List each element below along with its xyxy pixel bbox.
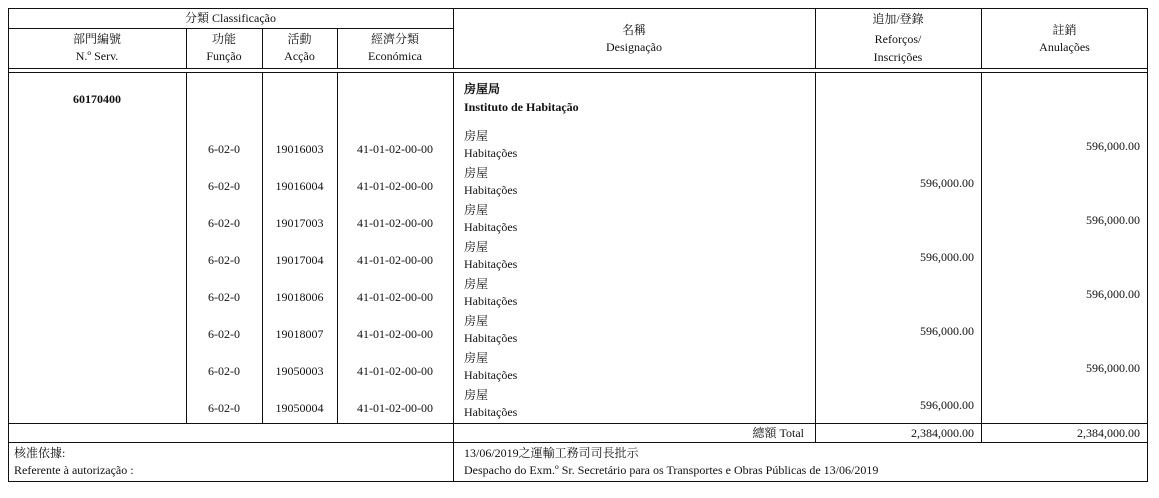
cell-economica: 41-01-02-00-00 — [357, 253, 433, 267]
serv-header-zh: 部門編號 — [72, 32, 121, 46]
cell-anulacoes: 596,000.00 — [1086, 213, 1140, 227]
authorization-label-pt: Referente à autorização : — [14, 463, 134, 477]
cell-funcao: 6-02-0 — [208, 401, 240, 415]
cell-name-zh: 房屋 — [464, 314, 489, 328]
cell-anulacoes: 596,000.00 — [1086, 139, 1140, 153]
accao-header-zh: 活動 — [287, 32, 312, 46]
cell-funcao: 6-02-0 — [208, 327, 240, 341]
cell-reforcos: 596,000.00 — [920, 250, 974, 264]
cell-name-zh: 房屋 — [464, 240, 489, 254]
total-reforcos: 2,384,000.00 — [911, 426, 974, 440]
cell-accao: 19050003 — [275, 364, 324, 378]
cell-name-zh: 房屋 — [464, 129, 489, 143]
cell-name-zh: 房屋 — [464, 277, 489, 291]
cell-anulacoes: 596,000.00 — [1086, 287, 1140, 301]
cell-name-pt: Habitações — [464, 220, 518, 234]
cell-funcao: 6-02-0 — [208, 253, 240, 267]
cell-economica: 41-01-02-00-00 — [357, 327, 433, 341]
entity-name-zh: 房屋局 — [464, 82, 501, 96]
cell-accao: 19016003 — [275, 142, 324, 156]
cell-accao: 19017003 — [275, 216, 324, 230]
cell-economica: 41-01-02-00-00 — [357, 216, 433, 230]
cell-reforcos: 596,000.00 — [920, 176, 974, 190]
cell-funcao: 6-02-0 — [208, 216, 240, 230]
authorization-text-pt: Despacho do Exm.º Sr. Secretário para os Transportes e Obras Públicas de 13/06/2019 — [464, 463, 879, 477]
cell-reforcos: 596,000.00 — [920, 324, 974, 338]
authorization-label-zh: 核准依據: — [14, 446, 66, 460]
cell-name-zh: 房屋 — [464, 351, 489, 365]
accao-header-pt: Acção — [284, 49, 315, 63]
cell-name-pt: Habitações — [464, 331, 518, 345]
cell-economica: 41-01-02-00-00 — [357, 142, 433, 156]
reforcos-header-zh: 追加/登錄 — [872, 12, 924, 26]
reforcos-header-pt: Reforços/ — [874, 32, 922, 46]
cell-name-pt: Habitações — [464, 405, 518, 419]
cell-economica: 41-01-02-00-00 — [357, 179, 433, 193]
designacao-header-pt: Designação — [606, 40, 662, 54]
cell-funcao: 6-02-0 — [208, 364, 240, 378]
classification-header: 分類 Classificação — [185, 11, 276, 25]
funcao-header-zh: 功能 — [211, 32, 236, 46]
cell-economica: 41-01-02-00-00 — [357, 290, 433, 304]
entity-name-pt: Instituto de Habitação — [464, 100, 579, 114]
authorization-text-zh: 13/06/2019之運輸工務司司長批示 — [464, 446, 639, 460]
cell-accao: 19050004 — [275, 401, 324, 415]
cell-name-pt: Habitações — [464, 183, 518, 197]
total-label: 總額 Total — [752, 426, 804, 440]
cell-funcao: 6-02-0 — [208, 142, 240, 156]
cell-anulacoes: 596,000.00 — [1086, 361, 1140, 375]
total-anulacoes: 2,384,000.00 — [1077, 426, 1140, 440]
cell-funcao: 6-02-0 — [208, 290, 240, 304]
funcao-header-pt: Função — [206, 49, 242, 63]
designacao-header-zh: 名稱 — [621, 23, 646, 37]
anulacoes-header-pt: Anulações — [1039, 40, 1090, 54]
cell-name-pt: Habitações — [464, 368, 518, 382]
budget-table — [8, 8, 1148, 482]
cell-reforcos: 596,000.00 — [920, 398, 974, 412]
cell-accao: 19016004 — [275, 179, 324, 193]
cell-name-pt: Habitações — [464, 146, 518, 160]
cell-name-pt: Habitações — [464, 294, 518, 308]
cell-name-pt: Habitações — [464, 257, 518, 271]
inscricoes-header-pt: Inscrições — [873, 50, 923, 64]
service-code: 60170400 — [73, 92, 121, 106]
cell-name-zh: 房屋 — [464, 203, 489, 217]
cell-accao: 19018007 — [275, 327, 324, 341]
cell-accao: 19018006 — [275, 290, 324, 304]
anulacoes-header-zh: 註銷 — [1052, 23, 1077, 37]
cell-funcao: 6-02-0 — [208, 179, 240, 193]
cell-name-zh: 房屋 — [464, 388, 489, 402]
economica-header-zh: 經濟分類 — [370, 32, 419, 46]
cell-accao: 19017004 — [275, 253, 324, 267]
cell-economica: 41-01-02-00-00 — [357, 401, 433, 415]
cell-name-zh: 房屋 — [464, 166, 489, 180]
cell-economica: 41-01-02-00-00 — [357, 364, 433, 378]
serv-header-pt: N.º Serv. — [75, 49, 119, 63]
economica-header-pt: Económica — [368, 49, 422, 63]
